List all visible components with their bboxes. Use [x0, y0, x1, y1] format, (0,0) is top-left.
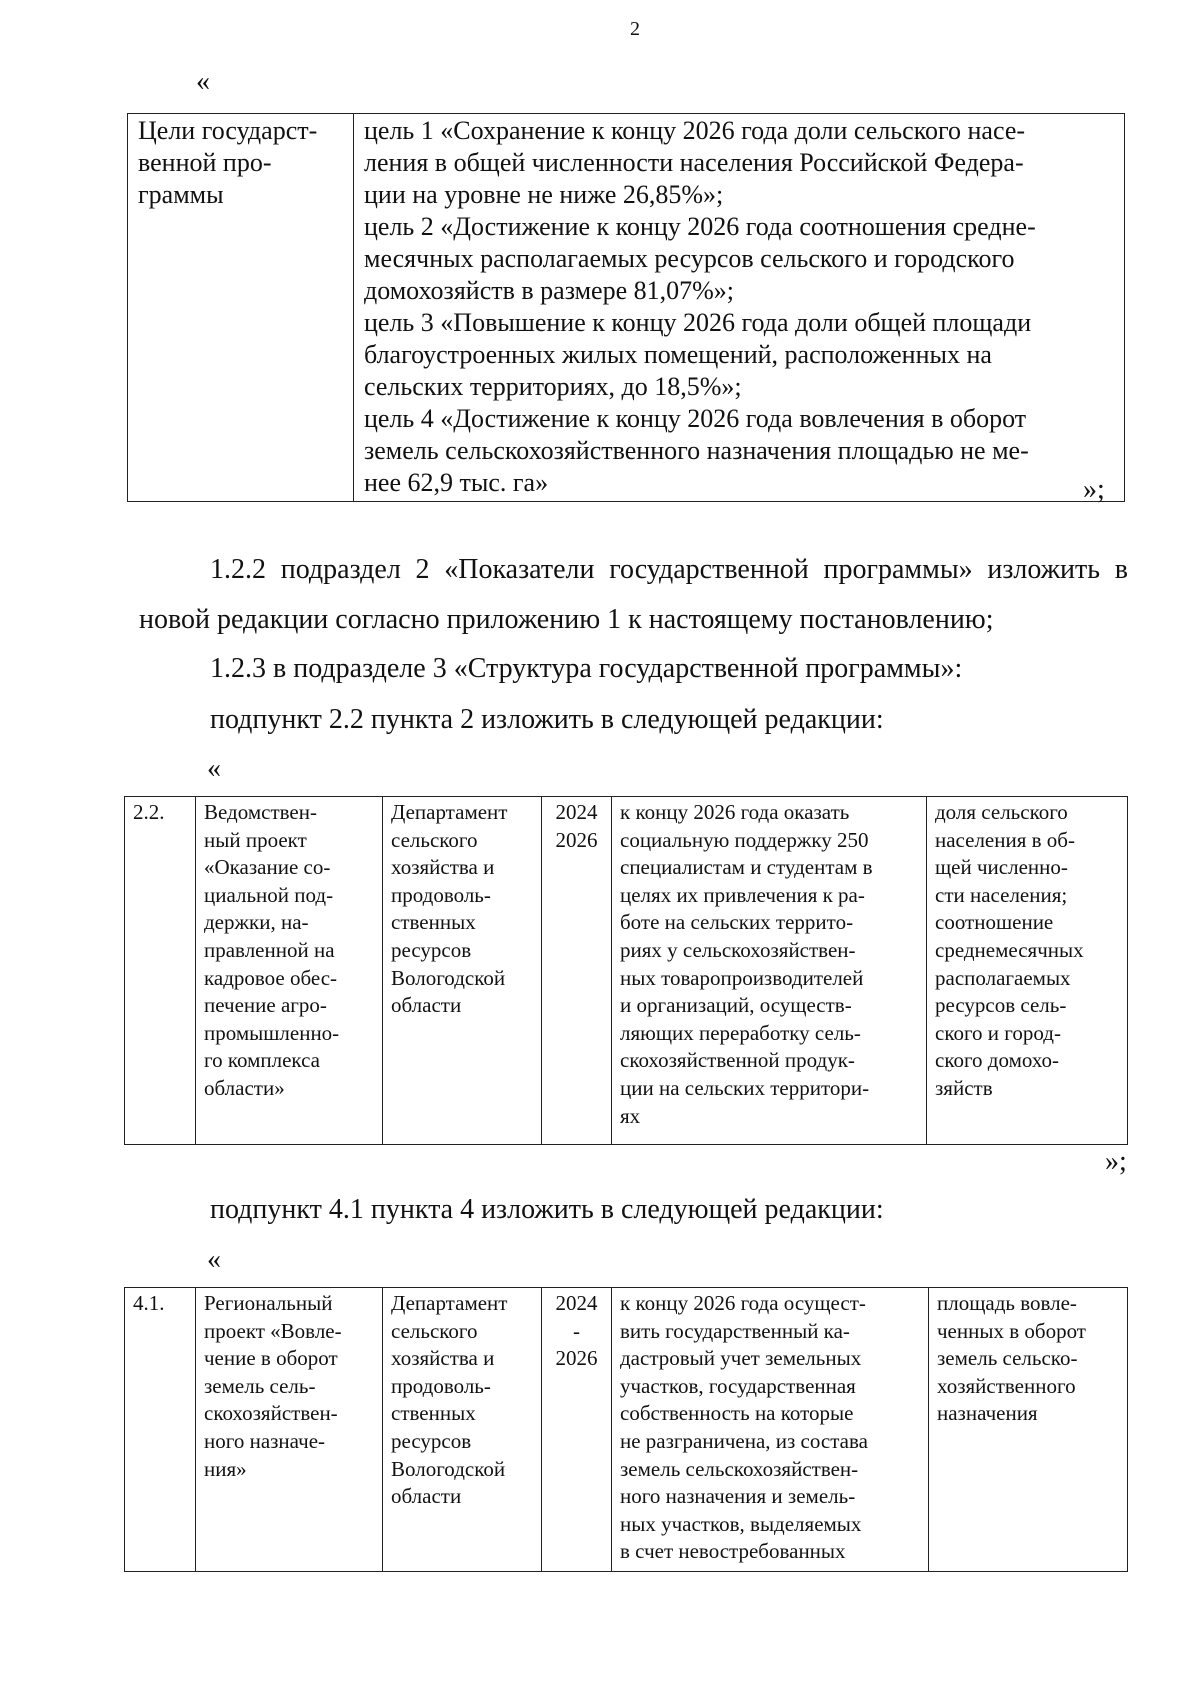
- cell-text-line: в счет невостребованных: [620, 1539, 846, 1564]
- row-4-1-project-cell: [196, 1288, 383, 1572]
- cell-text-line: ции на сельских территори-: [620, 1075, 870, 1100]
- cell-text-line: 2026: [555, 1346, 598, 1371]
- cell-text-line: населения в об-: [935, 827, 1075, 852]
- cell-text-line: ных участков, выделяемых: [620, 1511, 862, 1536]
- cell-text-line: кадровое обес-: [204, 965, 338, 990]
- cell-text-line: Вологодской: [391, 965, 506, 990]
- cell-text-line: го комплекса: [204, 1048, 320, 1073]
- cell-text-line: ный проект: [204, 827, 307, 852]
- row-2-2-indicator-cell: [927, 797, 1128, 1145]
- cell-text-line: хозяйственного: [937, 1373, 1076, 1398]
- structure-table-2-2: [124, 796, 1128, 1145]
- row-2-2-indicator: [935, 799, 1122, 1103]
- cell-text-line: ченных в оборот: [937, 1318, 1086, 1343]
- goals-text-line: цель 4 «Достижение к концу 2026 года вовлечения в оборот: [364, 404, 1027, 433]
- cell-text-line: собственность на которые: [620, 1401, 854, 1426]
- goals-row: [128, 114, 1125, 502]
- cell-text-line: площадь вовле-: [937, 1291, 1077, 1315]
- paragraph-1-2-2-line2: новой редакции согласно приложению 1 к настоящему постановлению;: [139, 604, 994, 635]
- cell-text-line: ресурсов: [391, 937, 472, 962]
- cell-text-line: циальной под-: [204, 882, 334, 907]
- cell-text-line: сти населения;: [935, 882, 1068, 907]
- row-2-2-department-cell: [383, 797, 542, 1145]
- cell-text-line: ных товаропроизводителей: [620, 965, 864, 990]
- cell-text-line: целях их привлечения к ра-: [620, 882, 865, 907]
- row-2-2-department: [391, 799, 536, 1020]
- row-4-1-years-cell: [542, 1288, 612, 1572]
- goals-text-line: земель сельскохозяйственного назначения площадью не ме-: [364, 436, 1029, 465]
- cell-text-line: соотношение: [935, 910, 1054, 935]
- cell-text-line: -: [573, 1318, 580, 1343]
- close-quote-row-2-2: »;: [1105, 1146, 1127, 1177]
- open-quote-row-2-2: «: [207, 753, 221, 784]
- cell-text-line: вить государственный ка-: [620, 1318, 850, 1343]
- page-number: 2: [630, 18, 640, 40]
- open-quote-row-4-1: «: [207, 1244, 221, 1275]
- cell-text-line: боте на сельских террито-: [620, 910, 854, 935]
- row-4-1-task-cell: [612, 1288, 929, 1572]
- cell-text-line: ресурсов: [391, 1428, 472, 1453]
- cell-text-line: зяйств: [935, 1075, 993, 1100]
- cell-text-line: ского и город-: [935, 1020, 1061, 1045]
- goals-text-line: цель 3 «Повышение к концу 2026 года доли общей площади: [364, 308, 1032, 337]
- goals-label-cell: [128, 114, 354, 502]
- row-2-2-years: [544, 799, 609, 854]
- cell-text-line: социальную поддержку 250: [620, 827, 869, 852]
- cell-text-line: доля сельского: [935, 800, 1068, 824]
- goals-text: [364, 115, 1116, 499]
- cell-text-line: к концу 2026 года оказать: [620, 800, 850, 824]
- cell-text-line: земель сельскохозяйствен-: [620, 1456, 859, 1481]
- row-2-2-number: 2.2.: [133, 800, 165, 824]
- row-4-1-indicator: [937, 1290, 1122, 1428]
- goals-text-line: ления в общей численности населения Российской Федера-: [364, 148, 1024, 177]
- cell-text-line: правленной на: [204, 937, 335, 962]
- cell-text-line: назначения: [937, 1401, 1038, 1426]
- cell-text-line: сельского: [391, 1318, 478, 1343]
- row-4-1-number: 4.1.: [133, 1291, 165, 1315]
- goals-text-line: цель 2 «Достижение к концу 2026 года соотношения средне-: [364, 212, 1036, 241]
- cell-text-line: ного назначе-: [204, 1428, 326, 1453]
- goals-label-line: венной про-: [138, 148, 272, 177]
- row-4-1-number-cell: [125, 1288, 196, 1572]
- goals-label-text: [138, 115, 345, 211]
- structure-table-4-1: [124, 1287, 1128, 1572]
- row-4-1-years: [544, 1290, 609, 1373]
- cell-text-line: риях у сельскохозяйствен-: [620, 937, 856, 962]
- row-2-2-project-cell: [196, 797, 383, 1145]
- cell-text-line: щей численно-: [935, 855, 1068, 880]
- cell-text-line: держки, на-: [204, 910, 309, 935]
- cell-text-line: продоволь-: [391, 1373, 491, 1398]
- goals-text-line: месячных располагаемых ресурсов сельского и городского: [364, 244, 1015, 273]
- cell-text-line: ляющих переработку сель-: [620, 1020, 861, 1045]
- cell-text-line: чение в оборот: [204, 1346, 338, 1371]
- goals-text-line: нее 62,9 тыс. га»: [364, 468, 549, 497]
- paragraph-subpoint-2-2: подпункт 2.2 пункта 2 изложить в следующей редакции:: [210, 704, 884, 735]
- paragraph-1-2-2-line1: 1.2.2 подраздел 2 «Показатели государственной программы» изложить в: [210, 554, 1128, 585]
- cell-text-line: ного назначения и земель-: [620, 1484, 856, 1509]
- cell-text-line: хозяйства и: [391, 1346, 495, 1371]
- cell-text-line: Региональный: [204, 1291, 333, 1315]
- row-2-2-years-cell: [542, 797, 612, 1145]
- table-row-4-1: [125, 1288, 1128, 1572]
- cell-text-line: продоволь-: [391, 882, 491, 907]
- row-4-1-department: [391, 1290, 536, 1511]
- goals-label-line: Цели государст-: [138, 116, 318, 145]
- cell-text-line: дастровый учет земельных: [620, 1346, 862, 1371]
- goals-text-cell: [354, 114, 1125, 502]
- open-quote-goals: «: [196, 66, 210, 97]
- cell-text-line: скохозяйствен-: [204, 1401, 338, 1426]
- cell-text-line: и организаций, осуществ-: [620, 993, 852, 1018]
- goals-text-line: ции на уровне не ниже 26,85%»;: [364, 180, 724, 209]
- cell-text-line: ственных: [391, 910, 476, 935]
- cell-text-line: Департамент: [391, 1291, 508, 1315]
- cell-text-line: ресурсов сель-: [935, 993, 1067, 1018]
- row-4-1-project: [204, 1290, 377, 1483]
- cell-text-line: скохозяйственной продук-: [620, 1048, 855, 1073]
- close-quote-goals: »;: [1083, 474, 1105, 505]
- cell-text-line: ния»: [204, 1456, 247, 1481]
- goals-text-line: домохозяйств в размере 81,07%»;: [364, 276, 735, 305]
- row-2-2-project: [204, 799, 377, 1103]
- cell-text-line: промышленно-: [204, 1020, 340, 1045]
- cell-text-line: печение агро-: [204, 993, 327, 1018]
- cell-text-line: 2024: [555, 800, 598, 824]
- cell-text-line: «Оказание со-: [204, 855, 331, 880]
- cell-text-line: области: [391, 1484, 462, 1509]
- row-2-2-task: [620, 799, 921, 1130]
- cell-text-line: хозяйства и: [391, 855, 495, 880]
- cell-text-line: к концу 2026 года осущест-: [620, 1291, 866, 1315]
- cell-text-line: ственных: [391, 1401, 476, 1426]
- cell-text-line: среднемесячных: [935, 937, 1084, 962]
- cell-text-line: сельского: [391, 827, 478, 852]
- cell-text-line: земель сельско-: [937, 1346, 1078, 1371]
- goals-label-line: граммы: [138, 180, 224, 209]
- goals-text-line: благоустроенных жилых помещений, расположенных на: [364, 340, 992, 369]
- goals-table: [127, 113, 1125, 502]
- goals-text-line: цель 1 «Сохранение к концу 2026 года доли сельского насе-: [364, 116, 1026, 145]
- cell-text-line: ях: [620, 1103, 641, 1128]
- row-4-1-department-cell: [383, 1288, 542, 1572]
- paragraph-subpoint-4-1: подпункт 4.1 пункта 4 изложить в следующей редакции:: [210, 1194, 884, 1225]
- row-4-1-task: [620, 1290, 923, 1566]
- row-2-2-number-cell: [125, 797, 196, 1145]
- cell-text-line: располагаемых: [935, 965, 1071, 990]
- cell-text-line: Вологодской: [391, 1456, 506, 1481]
- cell-text-line: 2024: [555, 1291, 598, 1315]
- cell-text-line: области»: [204, 1075, 285, 1100]
- cell-text-line: области: [391, 993, 462, 1018]
- cell-text-line: специалистам и студентам в: [620, 855, 873, 880]
- cell-text-line: не разграничена, из состава: [620, 1428, 868, 1453]
- cell-text-line: ского домохо-: [935, 1048, 1060, 1073]
- cell-text-line: земель сель-: [204, 1373, 316, 1398]
- cell-text-line: проект «Вовле-: [204, 1318, 342, 1343]
- goals-text-line: сельских территориях, до 18,5%»;: [364, 372, 742, 401]
- paragraph-1-2-3: 1.2.3 в подразделе 3 «Структура государственной программы»:: [210, 653, 963, 684]
- table-row-2-2: [125, 797, 1128, 1145]
- cell-text-line: Ведомствен-: [204, 800, 317, 824]
- cell-text-line: 2026: [555, 827, 598, 852]
- cell-text-line: Департамент: [391, 800, 508, 824]
- cell-text-line: участков, государственная: [620, 1373, 856, 1398]
- row-4-1-indicator-cell: [929, 1288, 1128, 1572]
- row-2-2-task-cell: [612, 797, 927, 1145]
